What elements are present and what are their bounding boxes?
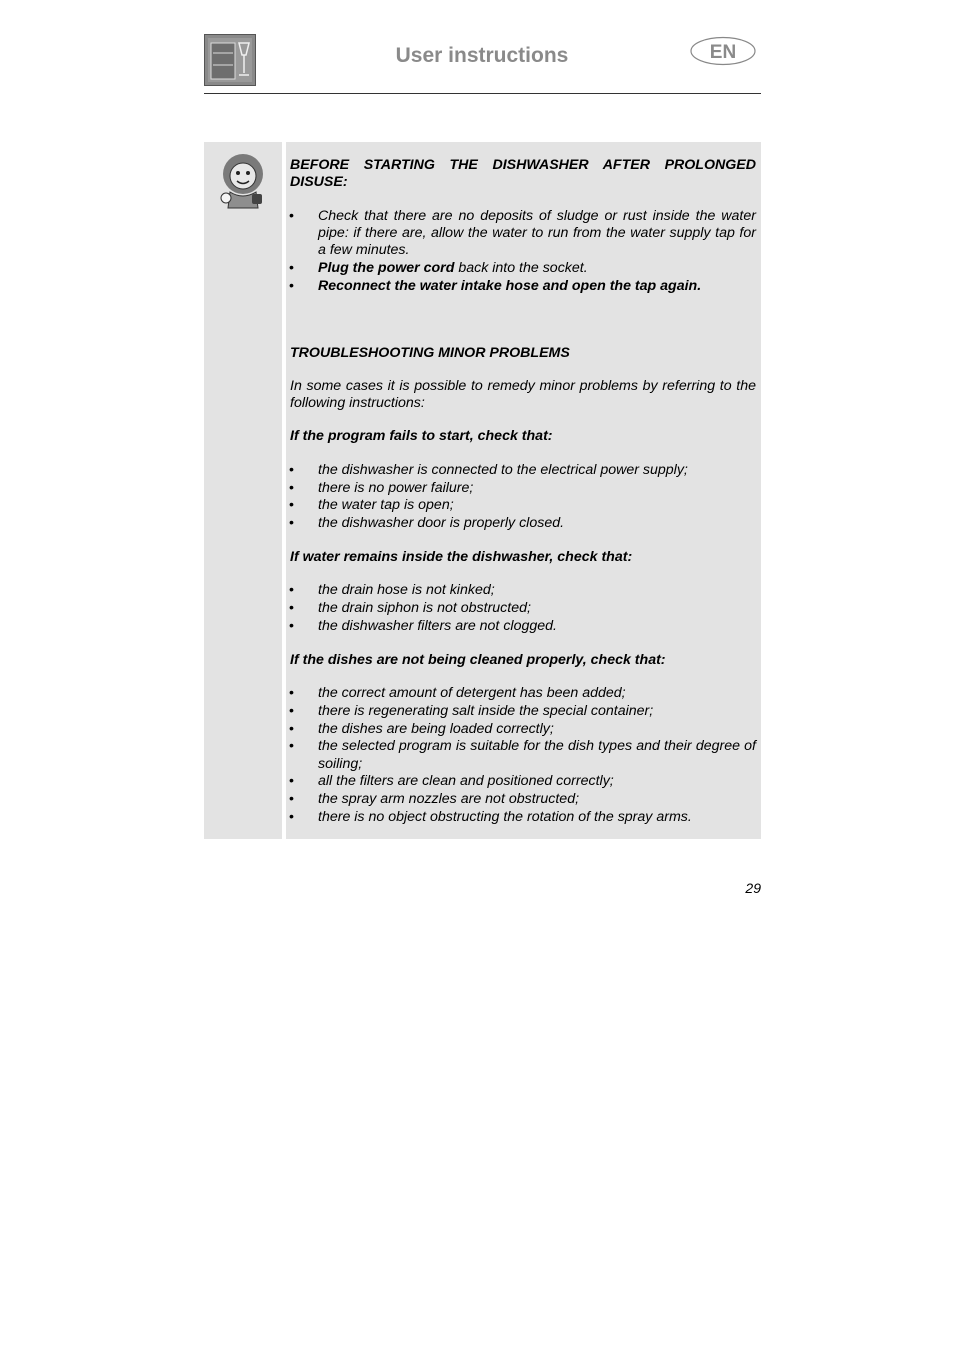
bullet-icon: • [289, 207, 294, 224]
header-divider [204, 93, 761, 94]
bullet-icon: • [289, 515, 294, 532]
cleaning-checklist [290, 685, 756, 826]
list-item: • the drain hose is not kinked; [289, 582, 495, 599]
list-item: • the correct amount of detergent has been added; [289, 684, 626, 701]
language-badge [690, 36, 756, 66]
before-starting-list [290, 208, 756, 295]
section-title-before-starting-cont: DISUSE: [290, 174, 348, 191]
bullet-icon: • [289, 497, 294, 514]
section-title-troubleshooting: TROUBLESHOOTING MINOR PROBLEMS [290, 344, 570, 361]
technician-mascot-icon [216, 152, 270, 210]
bullet-icon: • [289, 277, 294, 294]
list-item: • all the filters are clean and positioned correctly; [289, 773, 614, 790]
dishwasher-logo-icon [204, 34, 256, 86]
check-heading-cleaning: If the dishes are not being cleaned properly, check that: [290, 651, 666, 668]
list-item: • the drain siphon is not obstructed; [289, 600, 531, 617]
list-item: • the dishwasher is connected to the electrical power supply; [289, 461, 688, 478]
language-code: EN [709, 42, 737, 63]
list-item: • Plug the power cord back into the socket. [289, 259, 588, 276]
bullet-icon: • [289, 684, 294, 701]
list-item: • there is no object obstructing the rotation of the spray arms. [289, 809, 692, 826]
bullet-icon: • [289, 582, 294, 599]
list-item: • there is no power failure; [289, 479, 474, 496]
bullet-icon: • [289, 600, 294, 617]
list-item: • the dishwasher door is properly closed. [289, 515, 565, 532]
bullet-icon: • [289, 461, 294, 478]
instructions-content [290, 157, 756, 827]
bullet-icon: • [289, 617, 294, 634]
bullet-icon: • [289, 791, 294, 808]
list-item: • Reconnect the water intake hose and open the tap again. [289, 277, 702, 294]
check-heading-water-remains: If water remains inside the dishwasher, check that: [290, 548, 633, 565]
page-number: 29 [745, 880, 761, 896]
list-item: • there is regenerating salt inside the special container; [289, 702, 654, 719]
water-remains-checklist [290, 582, 756, 635]
bullet-icon: • [289, 702, 294, 719]
troubleshooting-intro: In some cases it is possible to remedy minor problems by referring to the following instructions: [290, 377, 756, 412]
section-title-before-starting: BEFORE STARTING THE DISHWASHER AFTER PROLONGED [290, 157, 756, 173]
program-start-checklist [290, 462, 756, 533]
list-item: • the dishes are being loaded correctly; [289, 720, 554, 737]
bullet-icon: • [289, 809, 294, 826]
list-item: • the spray arm nozzles are not obstructed; [289, 791, 580, 808]
list-item: • the selected program is suitable for the dish types and their degree of soiling; [289, 738, 756, 772]
page-title: User instructions [395, 44, 569, 67]
list-item: • the water tap is open; [289, 497, 454, 514]
bullet-icon: • [289, 479, 294, 496]
bullet-icon: • [289, 259, 294, 276]
bullet-icon: • [289, 720, 294, 737]
sidebar-panel [204, 142, 282, 839]
bullet-icon: • [289, 773, 294, 790]
list-item: • the dishwasher filters are not clogged. [289, 617, 557, 634]
list-item: • Check that there are no deposits of sludge or rust inside the water pipe: if there are, allow the water to run from the water supply tap for a few minutes. [289, 207, 756, 259]
bullet-icon: • [289, 738, 294, 755]
check-heading-program-start: If the program fails to start, check that: [290, 428, 553, 445]
